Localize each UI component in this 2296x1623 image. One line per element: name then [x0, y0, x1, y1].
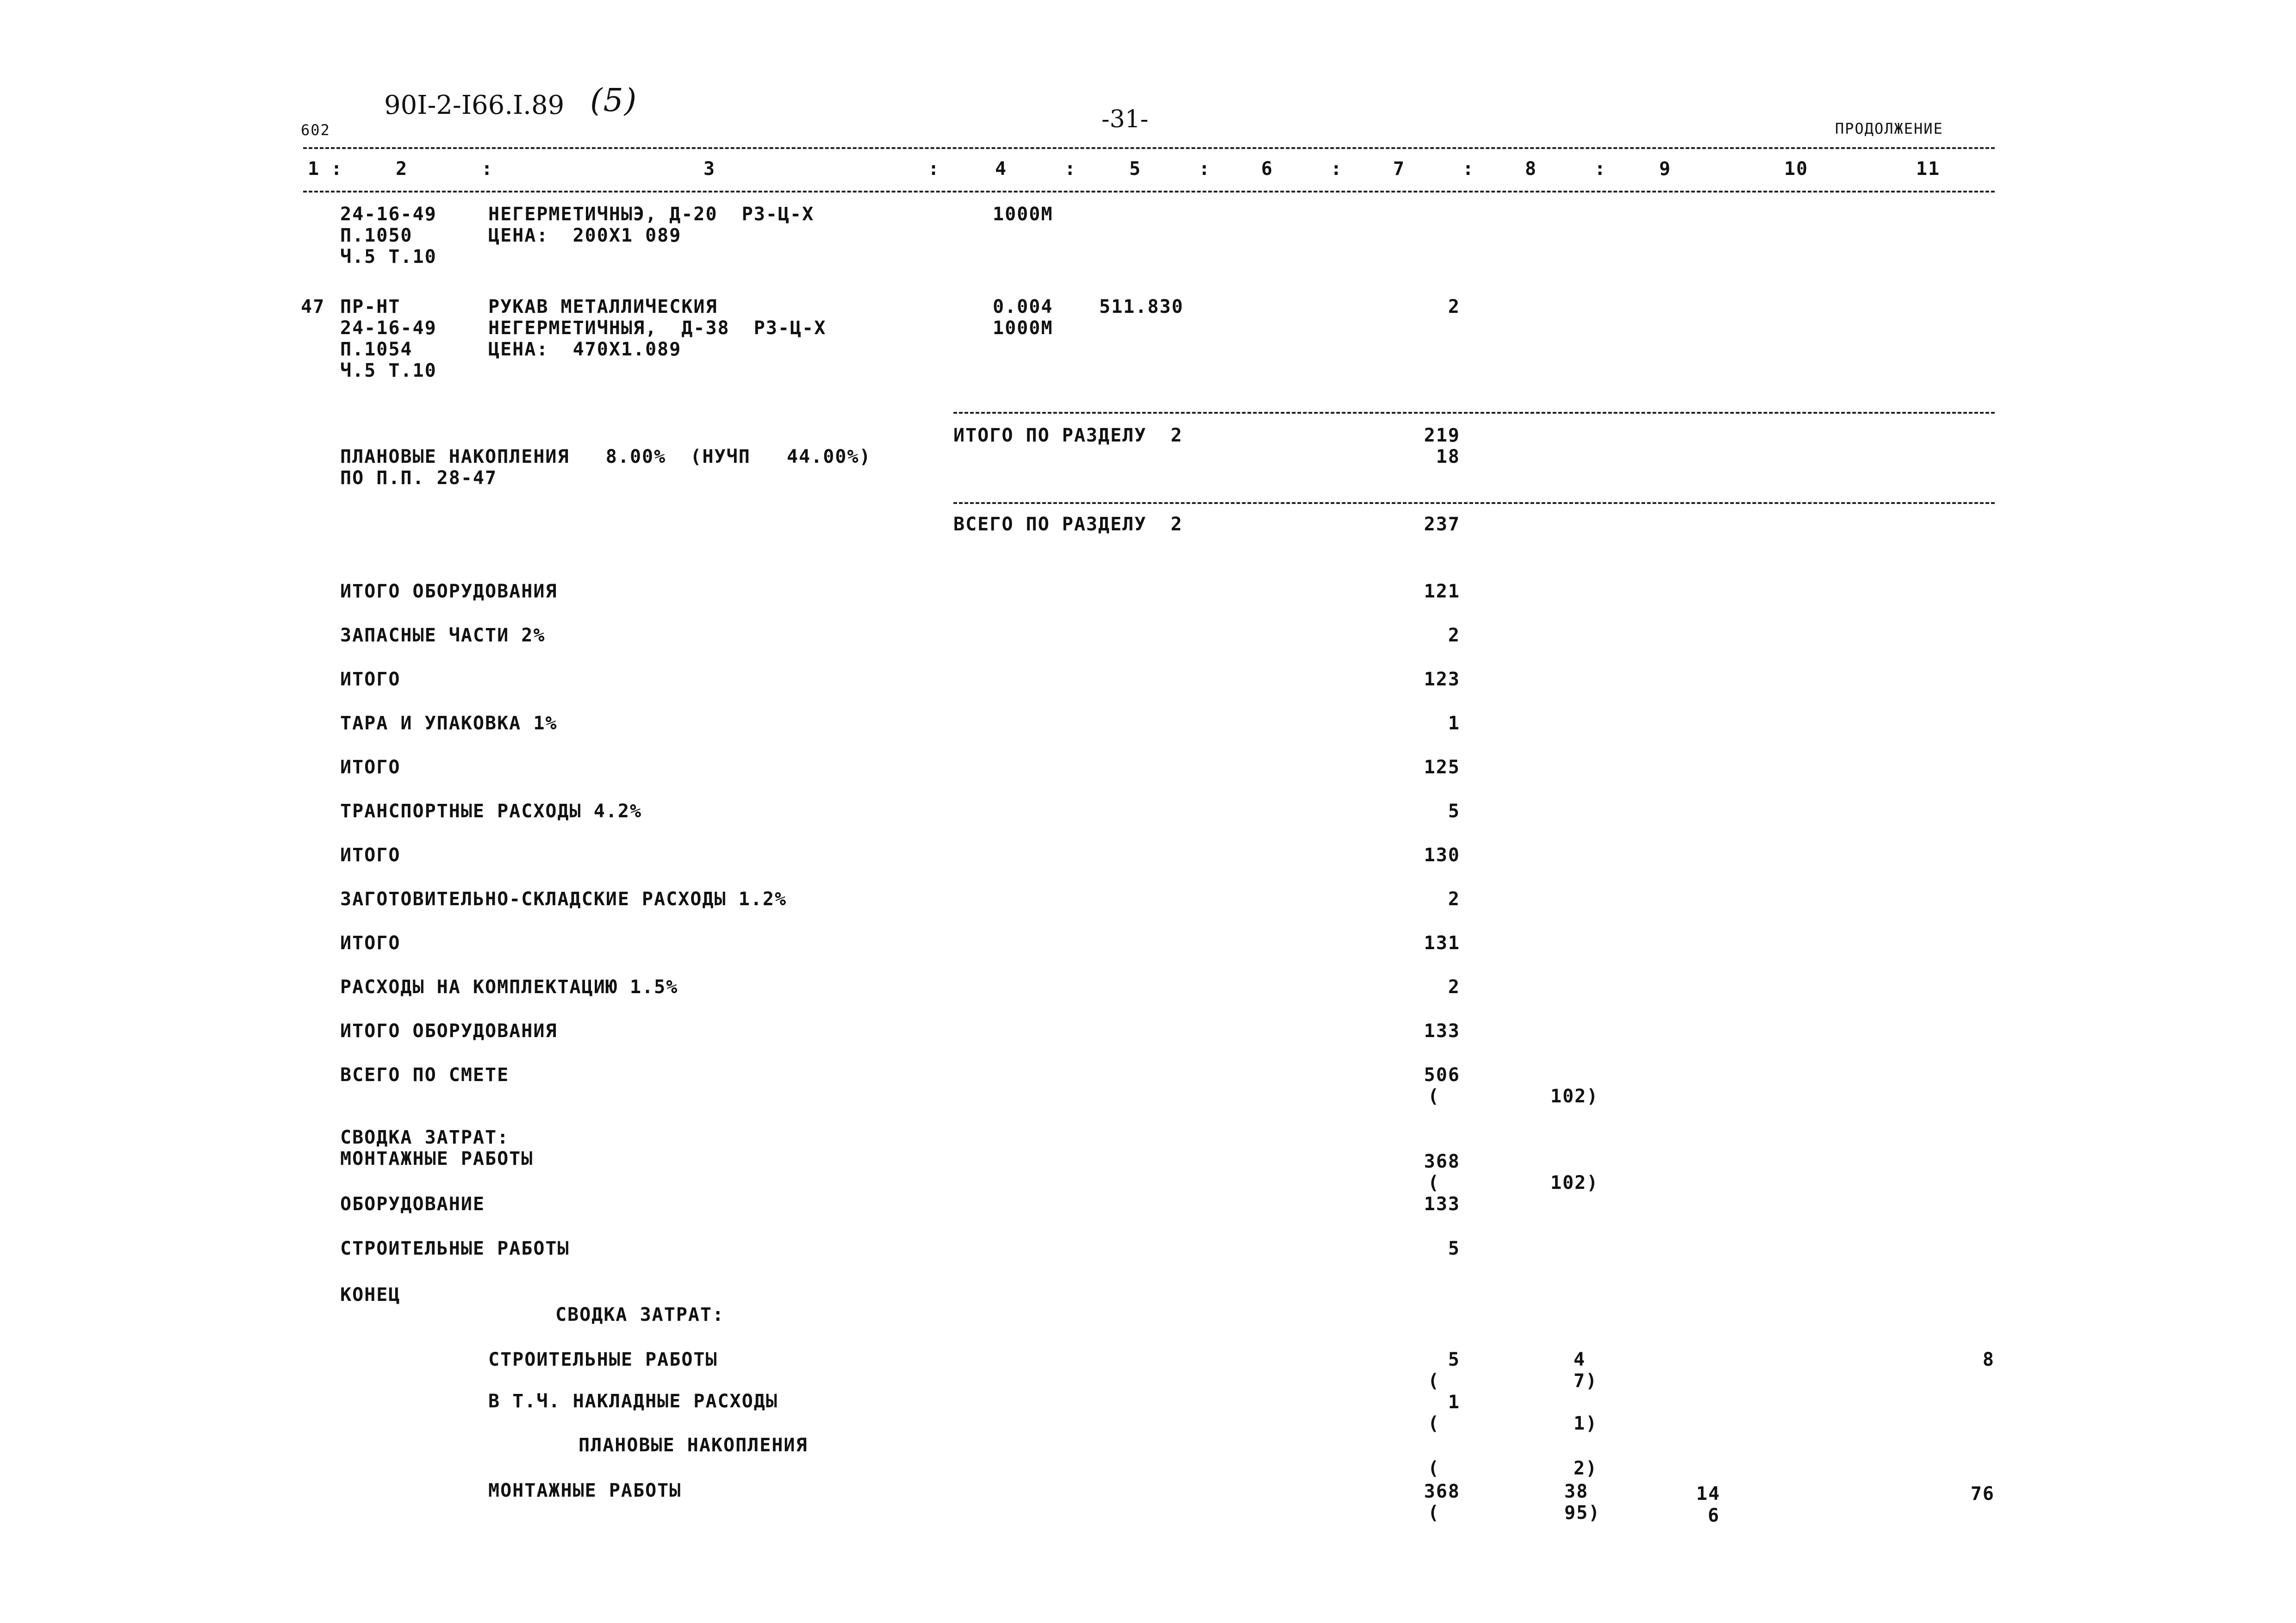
list-item-label: ЗАГОТОВИТЕЛЬНО-СКЛАДСКИЕ РАСХОДЫ 1.2%: [340, 889, 787, 910]
summary2-build-sub-value: 7): [1574, 1370, 1598, 1392]
summary-build-label: СТРОИТЕЛЬНЫЕ РАБОТЫ: [340, 1238, 570, 1259]
list-item-label: ИТОГО: [340, 757, 401, 778]
section-vsego-label: ВСЕГО ПО РАЗДЕЛУ 2: [953, 514, 1183, 535]
item-section: Ч.5 Т.10: [340, 360, 437, 381]
list-item-value: 1: [1448, 713, 1460, 734]
list-item-label: ТРАНСПОРТНЫЕ РАСХОДЫ 4.2%: [340, 801, 642, 822]
estimate-total-sub-value: 102): [1550, 1086, 1599, 1107]
item-code: 24-16-49: [340, 204, 437, 225]
summary2-build-c11: 8: [1982, 1349, 1995, 1370]
item-unit: 1000М: [993, 317, 1053, 339]
item-price-formula: ЦЕНА: 470Х1.089: [488, 339, 682, 360]
list-item-label: ИТОГО ОБОРУДОВАНИЯ: [340, 1020, 558, 1042]
summary2-planned-sub-open: (: [1428, 1458, 1440, 1479]
appendix-label: ПРОДОЛЖЕНИЕ: [1835, 120, 1943, 137]
header-rule-top: [303, 147, 1995, 149]
summary2-build-sub-open: (: [1428, 1370, 1440, 1392]
item-ref: П.1050: [340, 225, 413, 246]
col-11: 11: [1916, 158, 1941, 180]
estimate-total-label: ВСЕГО ПО СМЕТЕ: [340, 1064, 510, 1086]
col-7: 7: [1393, 158, 1406, 180]
estimate-total-sub-open: (: [1428, 1086, 1440, 1107]
summary2-planned-label: ПЛАНОВЫЕ НАКОПЛЕНИЯ: [579, 1435, 808, 1456]
item-desc: НЕГЕРМЕТИЧНЫЯ, Д-38 РЗ-Ц-Х: [488, 317, 827, 339]
col-3: 3: [703, 158, 716, 180]
list-item-value: 121: [1424, 581, 1460, 602]
list-item-value: 123: [1424, 669, 1460, 690]
summary2-overhead-c7: 1: [1448, 1392, 1460, 1413]
summary2-build-c8: 4: [1574, 1349, 1586, 1370]
document-code: 90I-2-I66.I.89: [384, 90, 565, 120]
summary2-install-sub-value: 95): [1564, 1502, 1601, 1524]
summary2-planned-sub-value: 2): [1574, 1458, 1598, 1479]
header-rule-bottom: [303, 191, 1995, 193]
summary-install-label: МОНТАЖНЫЕ РАБОТЫ: [340, 1148, 534, 1169]
summary-install-sub-value: 102): [1550, 1172, 1599, 1194]
list-item-label: РАСХОДЫ НА КОМПЛЕКТАЦИЮ 1.5%: [340, 976, 678, 998]
item-number: 47: [301, 296, 325, 317]
summary2-install-label: МОНТАЖНЫЕ РАБОТЫ: [488, 1480, 682, 1501]
planned-accumulation-value: 18: [1436, 446, 1460, 467]
list-item-value: 133: [1424, 1020, 1460, 1042]
item-desc: НЕГЕРМЕТИЧНЫЭ, Д-20 РЗ-Ц-Х: [488, 204, 815, 225]
col-10: 10: [1784, 158, 1809, 180]
item-ref: П.1054: [340, 339, 413, 360]
list-item-value: 2: [1448, 976, 1460, 998]
item-unit-price: 511.830: [1099, 296, 1184, 317]
planned-accumulation-label: ПЛАНОВЫЕ НАКОПЛЕНИЯ 8.00% (НУЧП 44.00%): [340, 446, 871, 467]
section-rule: [953, 502, 1995, 504]
item-code: ПР-НТ: [340, 296, 401, 317]
col-8: 8: [1525, 158, 1537, 180]
item-section: Ч.5 Т.10: [340, 246, 437, 267]
col-9: 9: [1659, 158, 1672, 180]
col-4: 4: [995, 158, 1008, 180]
section-rule: [953, 412, 1995, 414]
page-number: -31-: [1101, 106, 1149, 133]
item-price-formula: ЦЕНА: 200Х1 089: [488, 225, 682, 246]
col-2: 2: [396, 158, 408, 180]
summary2-overhead-sub-open: (: [1428, 1413, 1440, 1434]
list-item-label: ЗАПАСНЫЕ ЧАСТИ 2%: [340, 625, 546, 646]
item-desc: РУКАВ МЕТАЛЛИЧЕСКИЯ: [488, 296, 718, 317]
col-6: 6: [1261, 158, 1274, 180]
list-item-value: 5: [1448, 801, 1460, 822]
section-itogo-label: ИТОГО ПО РАЗДЕЛУ 2: [953, 425, 1183, 446]
summary2-install-sub-open: (: [1428, 1502, 1440, 1524]
item-total: 2: [1448, 296, 1460, 317]
list-item-label: ТАРА И УПАКОВКА 1%: [340, 713, 558, 734]
col-1: 1: [308, 158, 320, 180]
planned-accumulation-ref: ПО П.П. 28-47: [340, 467, 498, 489]
estimate-total-value: 506: [1424, 1064, 1460, 1086]
summary2-install-c7: 368: [1424, 1481, 1460, 1502]
summary2-build-c7: 5: [1448, 1349, 1460, 1370]
corner-mark: 602: [301, 121, 330, 139]
summary-install-sub-open: (: [1428, 1172, 1440, 1194]
list-item-value: 2: [1448, 889, 1460, 910]
list-item-label: ИТОГО: [340, 933, 401, 954]
summary-build-value: 5: [1448, 1238, 1460, 1259]
item-quantity: 0.004: [993, 296, 1053, 317]
summary2-install-c9: 14: [1696, 1483, 1721, 1505]
list-item-value: 130: [1424, 845, 1460, 866]
handwritten-annotation: (5): [590, 82, 638, 119]
list-item-value: 2: [1448, 625, 1460, 646]
list-item-label: ИТОГО ОБОРУДОВАНИЯ: [340, 581, 558, 602]
item-unit: 1000М: [993, 204, 1053, 225]
summary2-overhead-sub-value: 1): [1574, 1413, 1598, 1434]
col-5: 5: [1129, 158, 1142, 180]
list-item-label: ИТОГО: [340, 669, 401, 690]
summary-equipment-value: 133: [1424, 1194, 1460, 1215]
end-label: КОНЕЦ: [340, 1284, 401, 1306]
list-item-value: 131: [1424, 933, 1460, 954]
summary2-build-label: СТРОИТЕЛЬНЫЕ РАБОТЫ: [488, 1349, 718, 1370]
item-code: 24-16-49: [340, 317, 437, 339]
summary2-title: СВОДКА ЗАТРАТ:: [555, 1304, 725, 1325]
summary2-overhead-label: В Т.Ч. НАКЛАДНЫЕ РАСХОДЫ: [488, 1391, 778, 1412]
summary-title: СВОДКА ЗАТРАТ:: [340, 1127, 510, 1148]
list-item-label: ИТОГО: [340, 845, 401, 866]
section-vsego-value: 237: [1424, 514, 1460, 535]
summary2-install-sub-c9: 6: [1708, 1505, 1720, 1526]
summary-install-value: 368: [1424, 1151, 1460, 1172]
summary2-install-c8: 38: [1564, 1481, 1589, 1502]
list-item-value: 125: [1424, 757, 1460, 778]
summary-equipment-label: ОБОРУДОВАНИЕ: [340, 1194, 485, 1215]
summary2-install-c11: 76: [1970, 1483, 1995, 1505]
section-itogo-value: 219: [1424, 425, 1460, 446]
